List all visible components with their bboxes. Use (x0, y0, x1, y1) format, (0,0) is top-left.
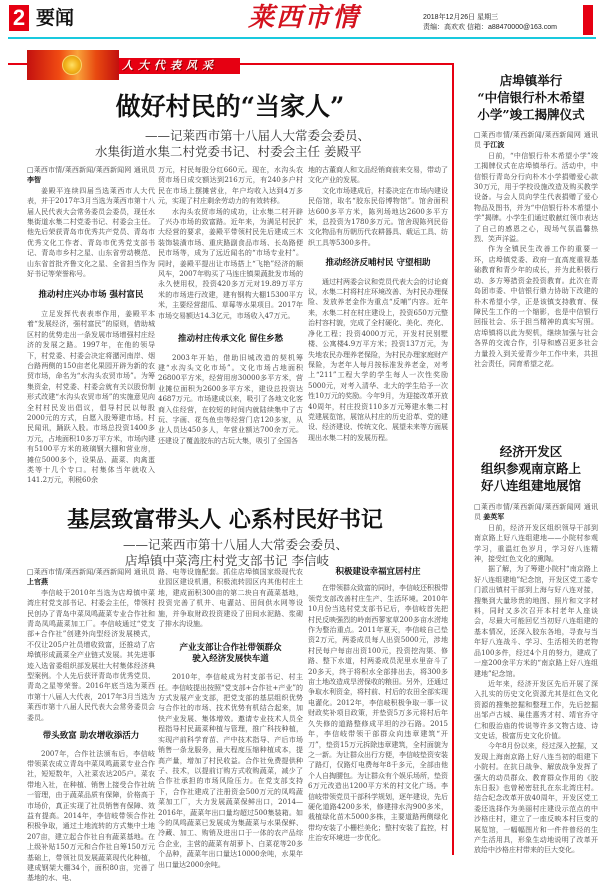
sidebar2-paragraph: 今年8月份以来，经过深入挖掘，又发现上海南京路上好八连当初的组建下小院村。在抗日战争、解放战争发挥了强大的动员群众、教育群众作用的《胶东日报》也曾秘密驻扎在东北湾庄村。结合纪念改革开放40周年，开发区党工委还选择作为美丽村庄建设示范点的中沙格庄村，建立了一座反映本村巨变的展览馆，一幅幅图片和一件件曾经的生产生活用具，形象生动地说明了改革开放给中沙格庄村带来的巨大变化。 (474, 742, 598, 855)
story2-subhead-3: 积极建设幸福宜居村庄 (335, 567, 421, 577)
story1-byline: □莱西市情/莱西新闻/莱西新闻网 通讯员 李智 (27, 166, 155, 185)
story2-column-3 (308, 567, 448, 844)
paper-logo: 莱西市情 (248, 3, 361, 33)
story2-subtitle-1: ——记莱西市第十八届人大常委会委员、 (123, 537, 349, 552)
masthead (0, 0, 600, 38)
sidebar2-byline: □莱西市情/莱西新闻/莱西新闻网 通讯员 姜英军 (474, 503, 598, 522)
banner-title: 人大代表风采 (122, 59, 218, 72)
header-rule (8, 37, 596, 39)
story2-paragraph: 在带领群众致富的同时，李信岐还积极带领党支部改善村庄生产、生活环境。2010年10月份当选村党支部书记后，李信岐首先把村民反映强烈的岭南西蓼家草200多亩水涝地作为整治重点。2011年夏天，李信岐自己垫资2万元，两委成员每人出资5000元，涉地村民每户每亩出资100元，投资挖沟渠、修路、整下水道，村两委成员泥里水里奋斗了20多天，终于将积水全部排出去，将300多亩土地改造成旱涝保收的粮田。另外，还通过争取水利资金，将村前、村后的农田全部实现电灌化。2012年，李信岐积极争取一事一议财政奖补项目政策，并垫资5万多元将村后年久失修的道路整修成平坦的沙石路。2015年，李信岐带领干部群众向违章建筑“开刀”，垫资15万元拆除违章建筑，全村面貌为之一新。为让群众出行方便，李信岐垫资安装了路灯，仅路灯电费每年8千多元，全部由他个人自掏腰包。为让群众有个娱乐场所，垫资6万元改造出1200平方米的村文化广场。李信岐带领党员干部科学规划，逐年建设，先后硬化道路4200多米，修建排水沟900多米，栽植绿化苗木5000多株，主要道路两侧绿化带均安装了小栅栏美化；整村安装了监控，村庄治安环境进一步优化。 (308, 584, 448, 843)
story1-subtitle-1: ——记莱西市第十八届人大常委会委员、 (145, 128, 371, 143)
section-title: 要闻 (36, 7, 75, 29)
story2-paragraph: 2010年，李信岐成为村支部书记、村主任。李信岐提出按照“党支部+合作社+产业”的方式发展产业支部，把党支部的基层组织优势与合作社的市场、技术优势有机结合起来，加快产业发展、集体增效。邀请专业技术人员全程指导村民蔬菜种植与管理，推广科技种植，实现产前科学育苗、产中技术指导、产后市场销售一条龙服务，最大程度压缩种植成本，提高产量，增加了村民收益。合作社免费提供种子、技术，以提前订购方式收购蔬菜，减少了合作社承担的市场风险压力。在党支部支持下，合作社建成了注册资金500万元的凤鸣蔬菜加工厂，大力发展蔬菜保鲜出口，2014—2016年，蔬菜年出口量均超过500集装箱。如今的凤鸣蔬菜已发展成为集蔬菜与水果保鲜、冷藏、加工、购销及进出口于一体的农产品综合企业，主营的蔬菜有胡萝卜、白菜花等20多个品种，蔬菜年出口量达10000余吨，水果年出口量达2000余吨。 (158, 673, 303, 869)
story2-paragraph: 李信岐于2010年当选为店埠镇中菜湾庄村党支部书记、村委会主任，带领村民创办了青岛中菜凤鸣蔬菜专业合作社和青岛凤鸣蔬菜加工厂。李信岐通过“党支部+合作社”创建外向型经济发展模式，不仅让205户社员增收致富，还推动了店埠镇形成蔬菜全产业链式发展。其先进事迹入选省委组织部发展壮大村集体经济典型案例。个人先后获评青岛市优秀党员、青岛之星等荣誉。2016年底当选为莱西市第十八届人大代表，2017年3月当选为莱西市第十八届人民代表大会常务委员会委员。 (27, 588, 155, 722)
national-emblem-icon (62, 55, 82, 75)
story1-paragraph: 通过村两委会议和党员代表大会的讨论商议，水集二村将村庄环境改善、为村民办理保险、发放养老金作为重点“反哺”内容。近年来，水集二村在村庄建设上，投资650万元整治村容村貌，完成了全村硬化、美化、亮化、净化工程；投资4000万元，开发村民别墅楼、公寓楼4.9万平方米；投资137万元，为失地农民办理养老保险，为村民办理家庭财产保险，为老年人每月按标准发养老金，对考上“211”工程大学的学生每人一次性奖励5000元，对考入清华、北大的学生给予一次性10万元的奖励。今年9月，为迎接改革开放40周年，村庄投资110多万元筹建水集二村党建展览馆，展馆从村庄的历史沿革、党的建设、经济建设、传统文化、展望未来等方面展现出水集二村的发展历程。 (308, 277, 448, 442)
sidebar2-body (474, 502, 598, 856)
sidebar1-title-line-3: 小学”竣工揭牌仪式 (477, 107, 585, 122)
story1-subtitle-2: 水集街道水集二村党委书记、村委会主任 姜殿平 (95, 144, 362, 159)
story2-column-1 (27, 567, 155, 884)
sidebar2-paragraph: 近年来，经济开发区先后开展了深入扎实的历史文化资源尤其是红色文化资源的搜集挖掘和整理工作，先后挖掘出邹卢古城、巢佳惠秀才村、靖官乔守仁和殷治庙的传说等许多文物古迹、诗文史话，极富历史文化价值。 (474, 679, 598, 740)
story2-subhead-1: 带头致富 助农增收添活力 (42, 731, 140, 742)
story1-subhead-1: 推动村庄兴办市场 强村富民 (38, 290, 144, 301)
story1-paragraph: 2003年开始，借助旧城改造的契机筹建“水沟头文化市场”。文化市场占地面积26800平方米，经营用房30000多平方米，营业摊位面积为2600多平方米，建设总投资达4687万元。市场建成以来，吸引了各地文化客商入住经营，在较短的时间内就陆续集中了古玩、字画、花鸟鱼虫等经营门店120多家，从业人员达450多人，年营业额达700余万元。还建设了覆盖胶东的古玩大集，吸引了全国各 (158, 353, 303, 445)
story1-paragraph: 万元，村民每股分红660元。现在，水沟头农贸市场日成交额达到216万元，有240多户村民在市场上摆摊营业，年户均收入达到4万多元，实现了村庄剩余劳动力的有效转移。 (158, 166, 303, 206)
story1-subhead-2: 推动村庄传承文化 留住乡愁 (178, 334, 283, 345)
red-tab-decoration (583, 5, 593, 35)
sidebar1-byline: □莱西市情/莱西新闻/莱西新闻网 通讯员 于江波 (474, 131, 598, 150)
editor-contact: 责编：高欢欢 信箱：a88470000@163.com (423, 24, 557, 31)
story2-column-2 (158, 567, 303, 870)
sidebar2-paragraph: 日前，经济开发区组织领导干部到南京路上好八连组建地——小院村参观学习，重温红色岁月，学习好八连精神，接受红色文化的熏陶。 (474, 523, 598, 564)
sidebar2-title-line-2: 组织参观南京路上 (480, 461, 581, 476)
story2-paragraph: 路、电等设施配套。抓住店埠镇国家级现代农业园区建设机遇，积极流转园区内其他村庄土地，建成面积300亩的第二块自有蔬菜基地，投资完善了机井、电灌站、田间供水网等设施，并争取财政投资建设了田间水泥路、浆砌了排水沟设施。 (158, 568, 303, 629)
sidebar1-paragraph: 日前，“中信银行朴木希望小学”竣工揭牌仪式在店埠镇举行。活动中，中信银行青岛分行向朴木小学捐赠爱心款30万元，用于学校设施改造及购买教学设备。与会人员向学生代表捐赠了爱心物品及图书，并为“中信银行朴木希望小学”揭牌。小学生们通过敬献红领巾表达了自己的感恩之心，现场气氛温馨热烈、笑声洋溢。 (474, 151, 598, 244)
sidebar1-body (474, 130, 598, 369)
story2-paragraph: 2007年，合作社法颁布后，李信岐带领菜农成立青岛中菜凤鸣蔬菜专业合作社，短短数年，入社菜农达205户。菜农带地入社，在种植、销售上接受合作社统一管理，由于蔬菜品质有保障，价格高于市场价，真正实现了社员销售有保障、效益有提高。2014年，李信岐带领合作社积极争取，通过土地流转的方式集中土地207亩，建立起合作社自有蔬菜基地。在上级补贴150万元和合作社自筹150万元基础上，带领社员发展蔬菜现代化种植，建成钢架大棚34个，面积80亩，完善了基地的水、电、 (27, 749, 155, 883)
sidebar1-title-line-1: 店埠镇举行 (499, 73, 563, 88)
sidebar1-title-line-2: “中信银行朴木希望 (477, 90, 585, 105)
story1-paragraph: 水沟头农贸市场的成功，让水集二村开辟了兴办市场的致富路。近年来，为满足村民扩大经营的要求，姜殿平带领村民先后建成三木装饰装潢市场、重庆路副食品市场、长岛路便民市场等，成为了远近闻名的“市场专业村”。同时，姜殿平提出让市场搭上“飞艳”经济的顺风车，2007年购买了马连庄镇果蔬批发市场的永久使用权，投资420多万元对19.89万平方米的市场进行改建，建有钢构大棚15300平方米，主要经营甜瓜、草莓等水果项目。2017年市场交易额达14.3亿元，市场收入47万元。 (158, 207, 303, 320)
story1-column-1 (27, 165, 155, 486)
story1-paragraph: 立足发挥代表表率作用，姜殿平本着“发展经济，强村富民”的原则，借助城区村的优势走出一条发展市场增强村庄经济的发展之路。1997年，在他的领导下，村党委、村委会决定将潴河南岸、烟台路两侧的150亩老化果园开辟为新的农贸市场，命名为“水沟头农贸市场”。为筹集资金，村党委、村委会就有关以股份制形式改建“水沟头农贸市场”的实施意见向全村村民发出倡议，倡导村民以每股2000元的方式，自愿入股筹建市场。村民闻讯，踊跃入股。市场总投资1400多万元，占地面积10多万平方米，市场内建有5100平方米的玻璃钢大棚和营业房，摊位5000多个，设果品、蔬菜、肉禽蛋类等十几个专口。村集体当年就收入141.2万元，利税60余 (27, 309, 155, 485)
page-number: 2 (9, 5, 29, 31)
story2-subhead-2b: 驶入经济发展快车道 (192, 653, 269, 664)
story1-column-2 (158, 165, 303, 446)
sidebar2-title-line-1: 经济开发区 (499, 444, 563, 459)
story2-subtitle-2: 店埠镇中菜湾庄村党支部书记 李信岐 (125, 553, 329, 568)
story1-paragraph: 姜殿平连续四届当选莱西市人大代表，并于2017年3月当选为莱西市第十八届人民代表大会常务委员会委员，现任水集街道水集二村党委书记、村委会主任。他先后荣获青岛市优秀共产党员、青岛市优秀文化工作者、青岛市优秀党支部书记、青岛市乡村之星、山东省劳动模范、山东省首批齐鲁文化之星、全省担当作为好书记等荣誉称号。 (27, 186, 155, 279)
story1-paragraph: 文化市场建成后，村委决定在市场内建设民俗馆，取名“胶东民俗博物馆”。馆舍面积达600多平方米，陈列场地达2600多平方米，总投资为1780多万元。馆舍现陈列民俗文化物品有历朝历代农耕器具、载运工具、纺织工具等5300多件。 (308, 186, 448, 247)
story2-byline: □莱西市情/莱西新闻/莱西新闻网 通讯员 上官燕 (27, 568, 155, 587)
story1-headline: 做好村民的“当家人” (115, 92, 345, 121)
sidebar1-paragraph: 作为全镇民生改善工作的重要一环，店埠镇党委、政府一直高度重视基础教育和青少年的成长，并为此积极行动、多方筹措资金投资教育。此次在青岛团市委、中信银行鼎力协助下改建的朴木希望小学，正是该镇支持教育、保障民生工作的一个缩影，也是中信银行回报社会、乐于担当精神的真实写照。店埠镇将以此为契机，继续加强与社会各界的交流合作，引导和感召更多社会力量投入到关爱青少年工作中来，共担社会责任，同育希望之花。 (474, 245, 598, 368)
sidebar2-title-line-3: 好八连组建地展馆 (480, 478, 581, 493)
sidebar2-paragraph: 据了解，为了筹建小院村“南京路上好八连组建地”纪念馆，开发区党工委专门派出镇村干部到上海与好八连对接，搜集到大量珍贵的地图、照片和文字材料，同时又多次召开本村老年人座谈会，尽最大可能回忆当初好八连组建的基本情况，还深入胶东各地，寻查与当年好八连战斗、学习、生活相关的老物品100多件，经过4个月的努力，建成了一座200余平方米的“南京路上好八连组建地”纪念馆。 (474, 565, 598, 678)
story2-headline: 基层致富带头人 心系村民好书记 (67, 507, 383, 533)
story2-subhead-2a: 产业支部让合作社带领群众 (179, 643, 282, 654)
issue-date: 2018年12月26日 星期三 (423, 14, 499, 21)
story1-column-3 (308, 165, 448, 443)
sidebar-divider (452, 63, 454, 855)
story1-paragraph: 地的古董商人和文品经销商前来交易，带动了文化产业的发展。 (308, 166, 448, 185)
story1-subhead-3: 推动经济反哺村民 守望相助 (325, 258, 431, 269)
